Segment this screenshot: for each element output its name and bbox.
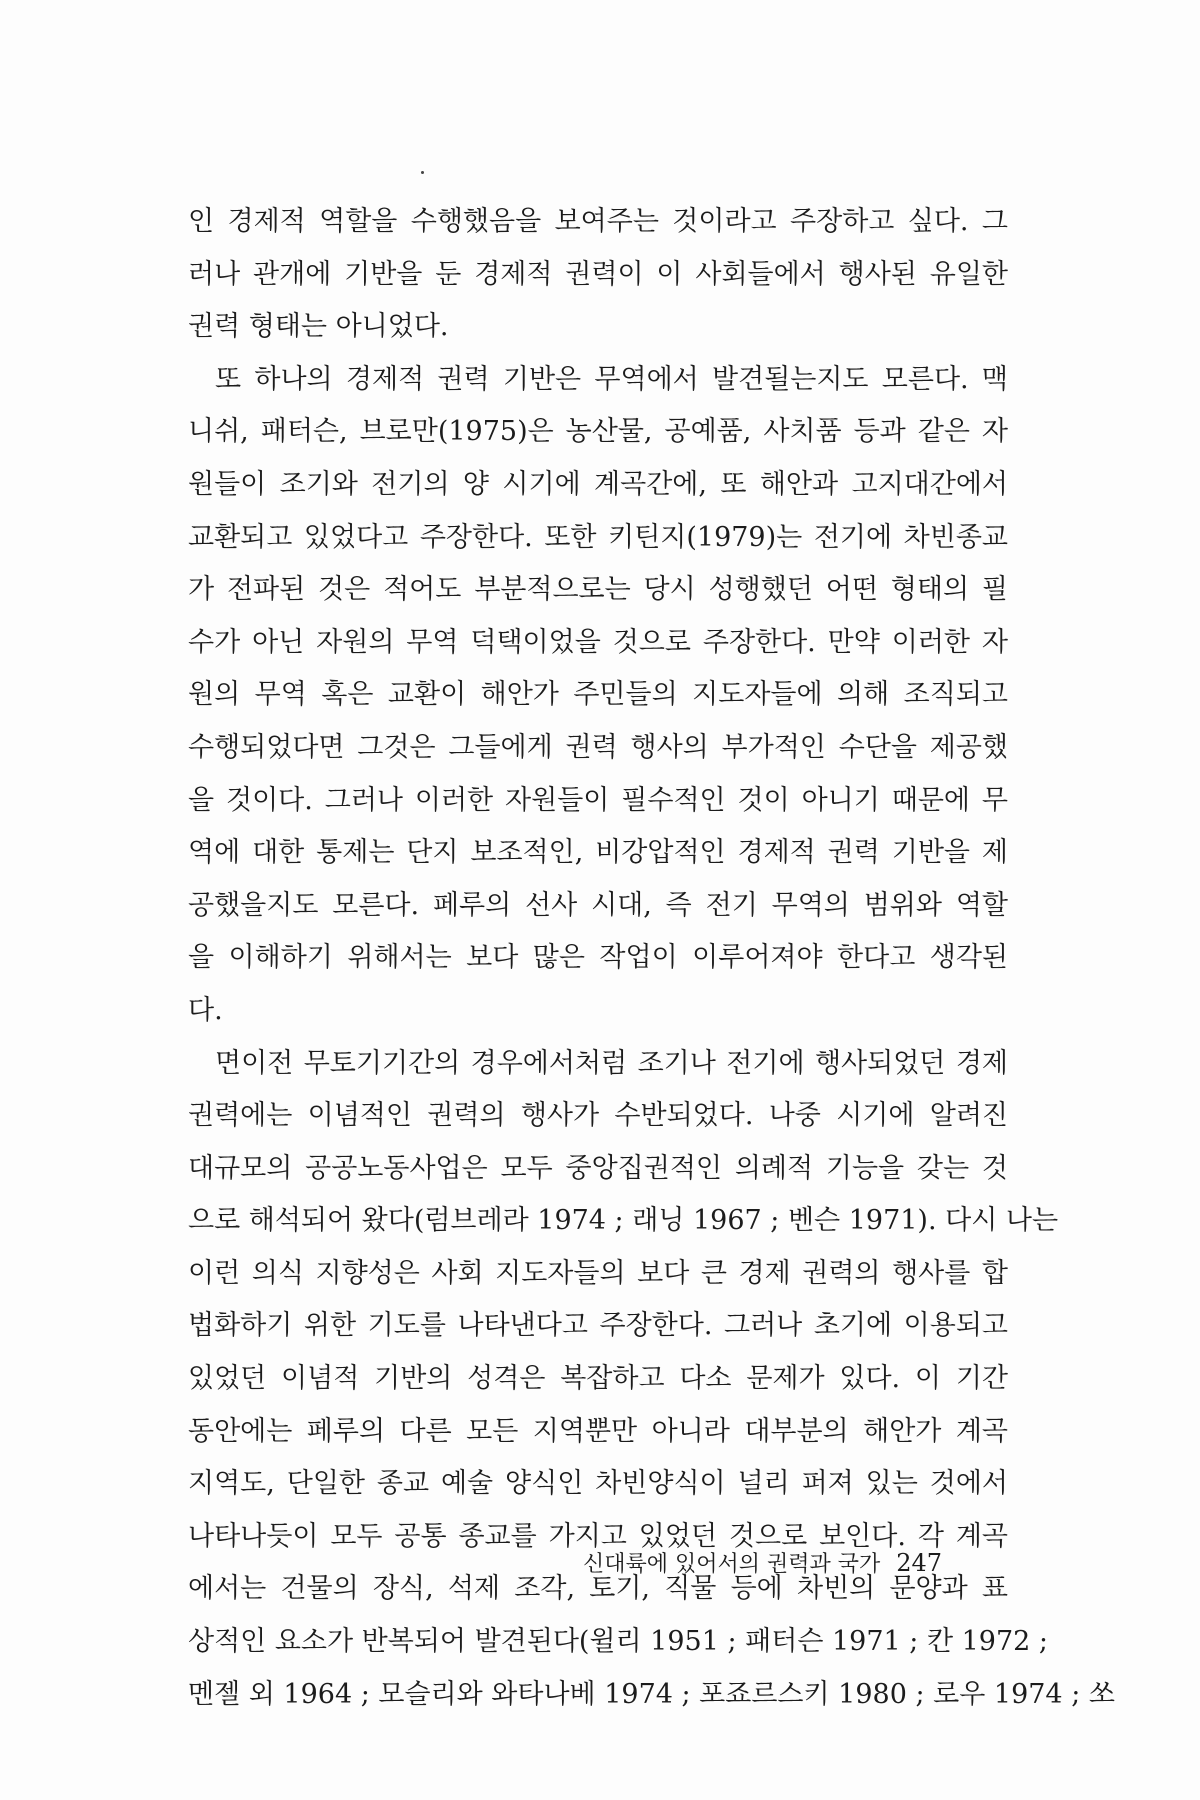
body-text [188,196,1115,1721]
text-line: 권력에는 이념적인 권력의 행사가 수반되었다. 나중 시기에 알려진 [188,1100,1008,1132]
text-line: 면이전 무토기기간의 경우에서처럼 조기나 전기에 행사되었던 경제 [215,1047,1008,1079]
text-line: 지역도, 단일한 종교 예술 양식인 차빈양식이 널리 퍼져 있는 것에서 [188,1468,1008,1500]
text-line: 권력 형태는 아니었다. [188,311,449,343]
text-line: 니쉬, 패터슨, 브로만(1975)은 농산물, 공예품, 사치품 등과 같은 자 [188,416,1008,448]
text-line: 을 이해하기 위해서는 보다 많은 작업이 이루어져야 한다고 생각된 [188,942,1008,974]
page-footer [583,1547,942,1578]
scan-speck [421,171,424,174]
running-title: 신대륙에 있어서의 권력과 국가 [583,1552,881,1577]
text-line: 동안에는 페루의 다른 모든 지역뿐만 아니라 대부분의 해안가 계곡 [188,1415,1008,1447]
text-line: 대규모의 공공노동사업은 모두 중앙집권적인 의례적 기능을 갖는 것 [188,1152,1008,1184]
text-line: 러나 관개에 기반을 둔 경제적 권력이 이 사회들에서 행사된 유일한 [188,258,1008,290]
text-line: 원의 무역 혹은 교환이 해안가 주민들의 지도자들에 의해 조직되고 [188,679,1008,711]
text-line: 을 것이다. 그러나 이러한 자원들이 필수적인 것이 아니기 때문에 무 [188,784,1008,816]
text-line: 다. [188,994,223,1026]
text-line: 역에 대한 통제는 단지 보조적인, 비강압적인 경제적 권력 기반을 제 [188,837,1008,869]
text-line: 으로 해석되어 왔다(럼브레라 1974 ; 래닝 1967 ; 벤슨 1971). 다시 나는 [188,1205,1059,1237]
text-line: 또 하나의 경제적 권력 기반은 무역에서 발견될는지도 모른다. 맥 [215,363,1008,395]
text-line: 멘젤 외 1964 ; 모슬리와 와타나베 1974 ; 포죠르스키 1980 ; 로우 1974 ; 쏘 [188,1678,1115,1710]
text-line: 수가 아닌 자원의 무역 덕택이었을 것으로 주장한다. 만약 이러한 자 [188,626,1008,658]
text-line: 원들이 조기와 전기의 양 시기에 계곡간에, 또 해안과 고지대간에서 [188,468,1008,500]
text-line: 상적인 요소가 반복되어 발견된다(윌리 1951 ; 패터슨 1971 ; 칸 1972 ; [188,1626,1049,1658]
text-line: 있었던 이념적 기반의 성격은 복잡하고 다소 문제가 있다. 이 기간 [188,1363,1008,1395]
text-line: 나타나듯이 모두 공통 종교를 가지고 있었던 것으로 보인다. 각 계곡 [188,1520,1008,1552]
text-line: 에서는 건물의 장식, 석제 조각, 토기, 직물 등에 차빈의 문양과 표 [188,1573,1008,1605]
text-line: 공했을지도 모른다. 페루의 선사 시대, 즉 전기 무역의 범위와 역할 [188,889,1008,921]
text-line: 인 경제적 역할을 수행했음을 보여주는 것이라고 주장하고 싶다. 그 [188,206,1008,237]
text-line: 법화하기 위한 기도를 나타낸다고 주장한다. 그러나 초기에 이용되고 [188,1310,1008,1342]
text-line: 가 전파된 것은 적어도 부분적으로는 당시 성행했던 어떤 형태의 필 [188,574,1008,606]
text-line: 이런 의식 지향성은 사회 지도자들의 보다 큰 경제 권력의 행사를 합 [188,1257,1008,1289]
page-number: 247 [896,1549,943,1577]
text-line: 교환되고 있었다고 주장한다. 또한 키틴지(1979)는 전기에 차빈종교 [188,521,1008,553]
text-line: 수행되었다면 그것은 그들에게 권력 행사의 부가적인 수단을 제공했 [188,731,1008,763]
